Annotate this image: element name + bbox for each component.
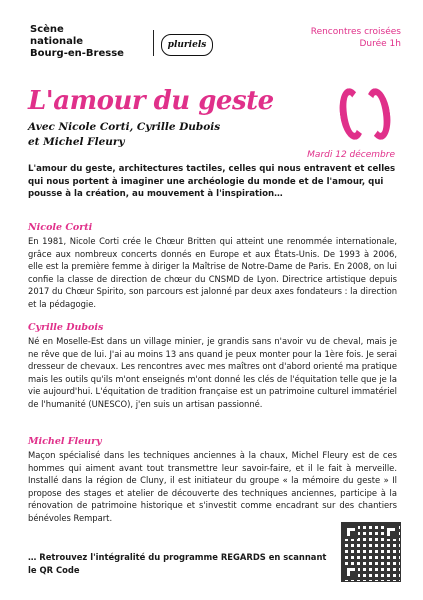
bio-section-nicole-corti	[28, 222, 397, 311]
qr-code[interactable]	[341, 522, 401, 582]
bio-text: Maçon spécialisé dans les techniques anciennes à la chaux, Michel Fleury est de ces hommes qui aiment avant tout transmettre leur savoir-faire, et il le fait à merveille. Installé dans la région de Cluny, il est initiateur du groupe « la mémoire du geste » Il propose des stages et atelier de découverte des techniques anciennes, participe à la rénovation de patrimoine historique et s'investit comme encadrant sur des chantiers bénévoles Rempart.	[28, 450, 397, 523]
scene-nationale-logo	[22, 24, 207, 70]
event-category: Rencontres croisées	[310, 27, 401, 37]
event-duration: Durée 1h	[359, 39, 401, 49]
guests-line-1: Avec Nicole Corti, Cyrille Dubois	[28, 121, 221, 133]
bio-text: Né en Moselle-Est dans un village minier, je grandis sans n'avoir vu de cheval, mais je ne rêve que de lui. J'ai au moins 13 ans quand je peux monter pour la 1ère fois. Je serai dresseur de chevaux. Les rencontres avec mes maîtres ont d'abord orienté ma pratique mais les outils qu'ils m'ont enseignés m'ont donné les clés de l'équitation telle que je la vie aujourd'hui. L'équitation de tradition française est un patrimoine culturel immatériel de l'humanité (UNESCO), j'en suis un artisan passionné.	[28, 336, 397, 409]
bio-section-michel-fleury	[28, 436, 397, 525]
bio-name: Michel Fleury	[28, 436, 102, 447]
logo-line-2: nationale	[30, 36, 84, 47]
bio-name: Cyrille Dubois	[28, 322, 104, 333]
event-date: Mardi 12 décembre	[307, 150, 395, 160]
logo-line-3: Bourg-en-Bresse	[30, 48, 124, 59]
event-title: L'amour du geste	[28, 86, 274, 116]
quote-mark-icon	[340, 88, 395, 146]
event-guests	[28, 120, 220, 150]
logo-separator	[153, 30, 154, 56]
program-footer-note: … Retrouvez l'intégralité du programme REGARDS en scannant le QR Code	[28, 552, 327, 575]
pluriels-logo: pluriels	[161, 34, 213, 56]
bio-text: En 1981, Nicole Corti crée le Chœur Britten qui atteint une renommée internationale, grâce aux nombreux concerts donnés en Europe et aux États-Unis. De 1993 à 2006, elle est la première femme à diriger la Maîtrise de Notre-Dame de Paris. En 2008, on lui confie la classe de direction de chœur du CNSMD de Lyon. Directrice artistique depuis 2017 du Chœur Spirito, son parcours est jalonné par deux axes fondateurs : la direction et la pédagogie.	[28, 236, 397, 309]
guests-line-2: et Michel Fleury	[28, 136, 125, 148]
event-meta	[311, 26, 401, 50]
event-intro: L'amour du geste, architectures tactiles, celles qui nous entravent et celles qui nous portent à imaginer une archéologie du monde et de l'amour, qui pousse à la création, au mouvement à l'inspiration…	[28, 164, 396, 199]
logo-line-1: Scène	[30, 24, 64, 35]
bio-name: Nicole Corti	[28, 222, 93, 233]
bio-section-cyrille-dubois	[28, 322, 397, 411]
